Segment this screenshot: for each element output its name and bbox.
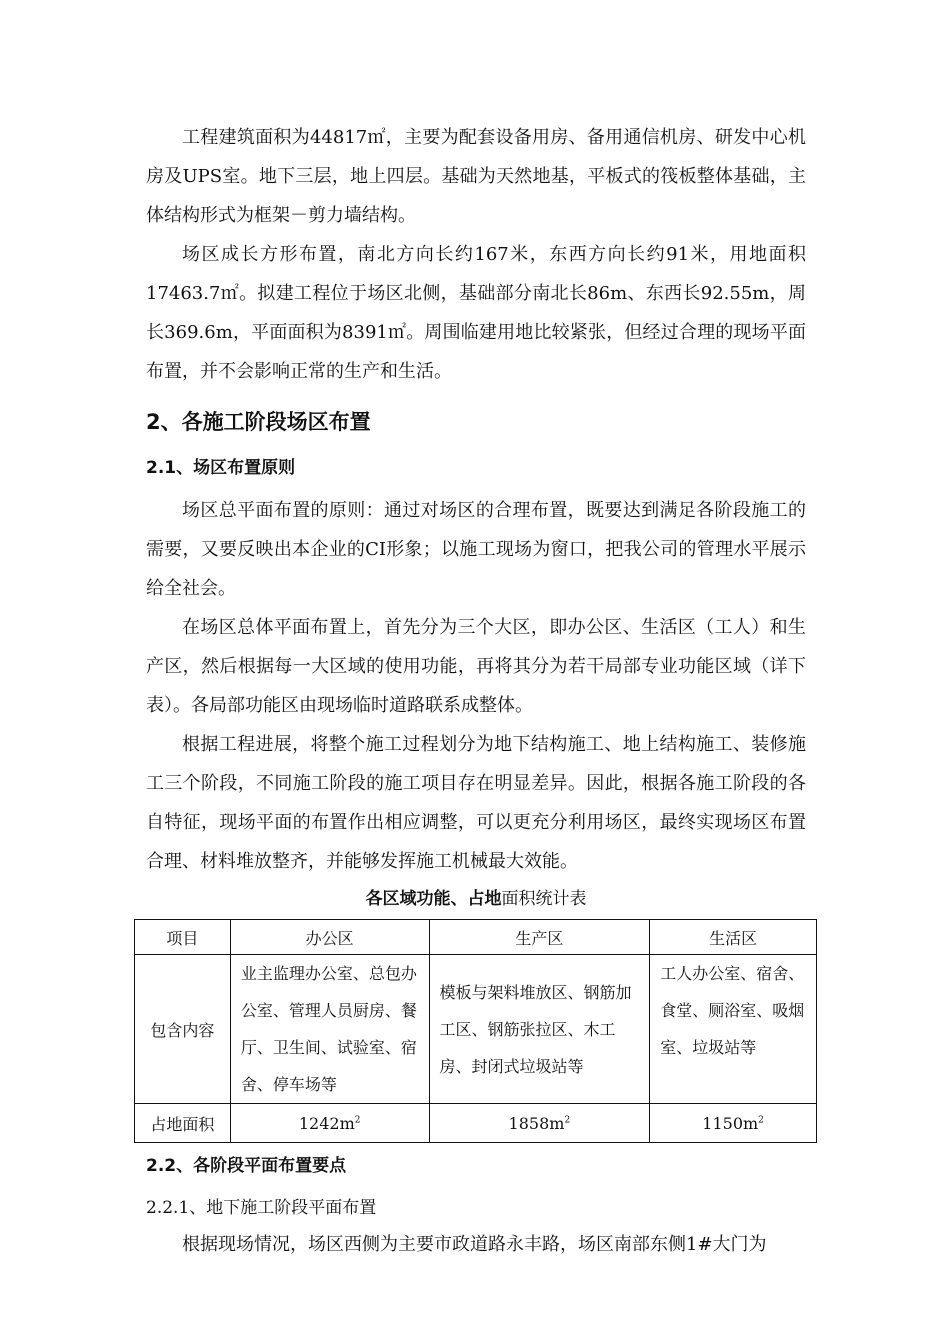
document-page <box>146 118 806 1264</box>
row-label-area: 占地面积 <box>135 1104 231 1143</box>
header-living: 生活区 <box>650 920 817 955</box>
cell-living-area <box>650 1104 817 1143</box>
cell-office-content: 业主监理办公室、总包办公室、管理人员厨房、餐厅、卫生间、试验室、宿舍、停车场等 <box>230 955 429 1104</box>
cell-production-area <box>429 1104 650 1143</box>
header-item: 项目 <box>135 920 231 955</box>
subsubsection-heading-2-2-1: 2.2.1、地下施工阶段平面布置 <box>146 1198 377 1218</box>
production-area-value: 1858m <box>508 1113 565 1133</box>
cell-living-content: 工人办公室、宿舍、食堂、厕浴室、吸烟室、垃圾站等 <box>650 955 817 1104</box>
office-area-value: 1242m <box>298 1113 355 1133</box>
subsection-heading-2-2: 2.2、各阶段平面布置要点 <box>146 1156 347 1176</box>
table-title <box>146 885 806 913</box>
subsection-heading-2-1: 2.1、场区布置原则 <box>146 458 296 478</box>
header-office: 办公区 <box>230 920 429 955</box>
header-production: 生产区 <box>429 920 650 955</box>
principle-paragraph-1: 场区总平面布置的原则：通过对场区的合理布置，既要达到满足各阶段施工的需要，又要反映出本企业的CI形象；以施工现场为窗口，把我公司的管理水平展示给全社会。 <box>146 500 806 599</box>
cell-office-area <box>230 1104 429 1143</box>
table-header-row <box>135 920 817 955</box>
table-row-content <box>135 955 817 1104</box>
table-title-bold: 各区域功能、占地 <box>365 889 502 909</box>
table-row-area <box>135 1104 817 1143</box>
row-label-content: 包含内容 <box>135 955 231 1104</box>
section-heading: 2、各施工阶段场区布置 <box>146 410 371 434</box>
area-stats-table <box>134 919 817 1143</box>
principle-paragraph-3: 根据工程进展，将整个施工过程划分为地下结构施工、地上结构施工、装修施工三个阶段，不同施工阶段的施工项目存在明显差异。因此，根据各施工阶段的各自特征，现场平面的布置作出相应调整，可以更充分利用场区，最终实现场区布置合理、材料堆放整齐，并能够发挥施工机械最大效能。 <box>146 734 806 872</box>
intro-paragraph-2: 场区成长方形布置，南北方向长约167米，东西方向长约91米，用地面积17463.7㎡。拟建工程位于场区北侧，基础部分南北长86m、东西长92.55m，周长369.6m，平面面积为8391㎡。周围临建用地比较紧张，但经过合理的现场平面布置，并不会影响正常的生产和生活。 <box>146 244 806 382</box>
cell-production-content: 模板与架料堆放区、钢筋加工区、钢筋张拉区、木工房、封闭式垃圾站等 <box>429 955 650 1104</box>
intro-paragraph-1: 工程建筑面积为44817㎡，主要为配套设备用房、备用通信机房、研发中心机房及UPS室。地下三层，地上四层。基础为天然地基，平板式的筏板整体基础，主体结构形式为框架－剪力墙结构。 <box>146 127 806 226</box>
table-title-normal: 面积统计表 <box>501 889 587 909</box>
office-area-unit-sup: 2 <box>354 1115 361 1126</box>
underground-stage-paragraph: 根据现场情况，场区西侧为主要市政道路永丰路，场区南部东侧1#大门为 <box>182 1234 767 1255</box>
production-area-unit-sup: 2 <box>564 1115 571 1126</box>
living-area-value: 1150m <box>702 1113 759 1133</box>
living-area-unit-sup: 2 <box>758 1115 764 1126</box>
principle-paragraph-2: 在场区总体平面布置上，首先分为三个大区，即办公区、生活区（工人）和生产区，然后根据每一大区域的使用功能，再将其分为若干局部专业功能区域（详下表）。各局部功能区由现场临时道路联系成整体。 <box>146 617 806 716</box>
